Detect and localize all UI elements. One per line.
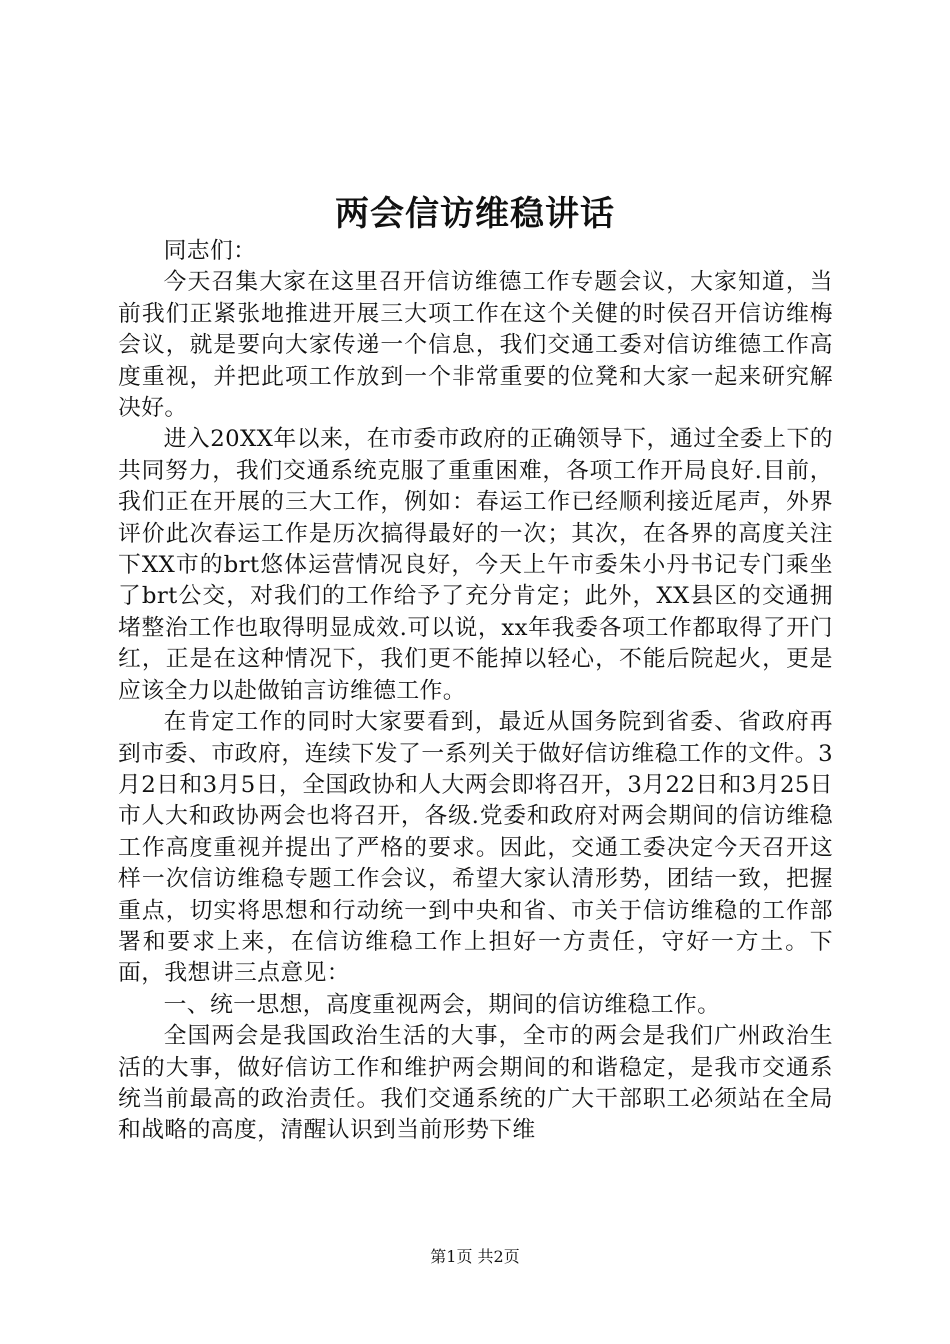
body-paragraph: 在肯定工作的同时大家要看到，最近从国务院到省委、省政府再到市委、市政府，连续下发了一系列关于做好信访维稳工作的文件。3月2日和3月5日，全国政协和人大两会即将召开，3月22日和3月25日市人大和政协两会也将召开，各级.党委和政府对两会期间的信访维稳工作高度重视并提出了严格的要求。因此，交通工委决定今天召开这样一次信访维稳专题工作会议，希望大家认清形势，团结一致，把握重点，切实将思想和行动统一到中央和省、市关于信访维稳的工作部署和要求上来，在信访维稳工作上担好一方责任，守好一方土。下面，我想讲三点意见： bbox=[118, 709, 833, 987]
section-heading: 一、统一思想，高度重视两会，期间的信访维稳工作。 bbox=[163, 991, 721, 1018]
salutation-paragraph: 同志们： bbox=[163, 238, 257, 264]
body-paragraph: 今天召集大家在这里召开信访维德工作专题会议，大家知道，当前我们正紧张地推进开展三大项工作在这个关健的时侯召开信访维梅会议，就是要向大家传递一个信息，我们交通工委对信访维德工作高度重视，并把此项工作放到一个非常重要的位凳和大家一起来研究解决好。 bbox=[118, 269, 833, 422]
body-paragraph: 进入20XX年以来，在市委市政府的正确领导下，通过全委上下的共同努力，我们交通系统克服了重重困难，各项工作开局良好.目前，我们正在开展的三大工作，例如：春运工作已经顺利接近尾声，外界评价此次春运工作是历次搞得最好的一次；其次，在各界的高度关注下XX市的brt悠体运营情况良好，今天上午市委朱小丹书记专门乘坐了brt公交，对我们的工作给予了充分肯定；此外，XX县区的交通拥堵整治工作也取得明显成效.可以说，xx年我委各项工作都取得了开门红，正是在这种情况下，我们更不能掉以轻心，不能后院起火，更是应该全力以赴做铂言访维德工作。 bbox=[118, 426, 833, 704]
page-footer: 第1页 共2页 bbox=[430, 1247, 520, 1266]
body-paragraph: 全国两会是我国政治生活的大事，全市的两会是我们广州政治生活的大事，做好信访工作和维护两会期间的和谐稳定，是我市交通系统当前最高的政治责任。我们交通系统的广大干部职工必须站在全局和战略的高度，清醒认识到当前形势下维 bbox=[118, 1023, 833, 1144]
document-body bbox=[118, 236, 833, 1147]
document-title: 两会信访维稳讲话 bbox=[335, 194, 615, 234]
